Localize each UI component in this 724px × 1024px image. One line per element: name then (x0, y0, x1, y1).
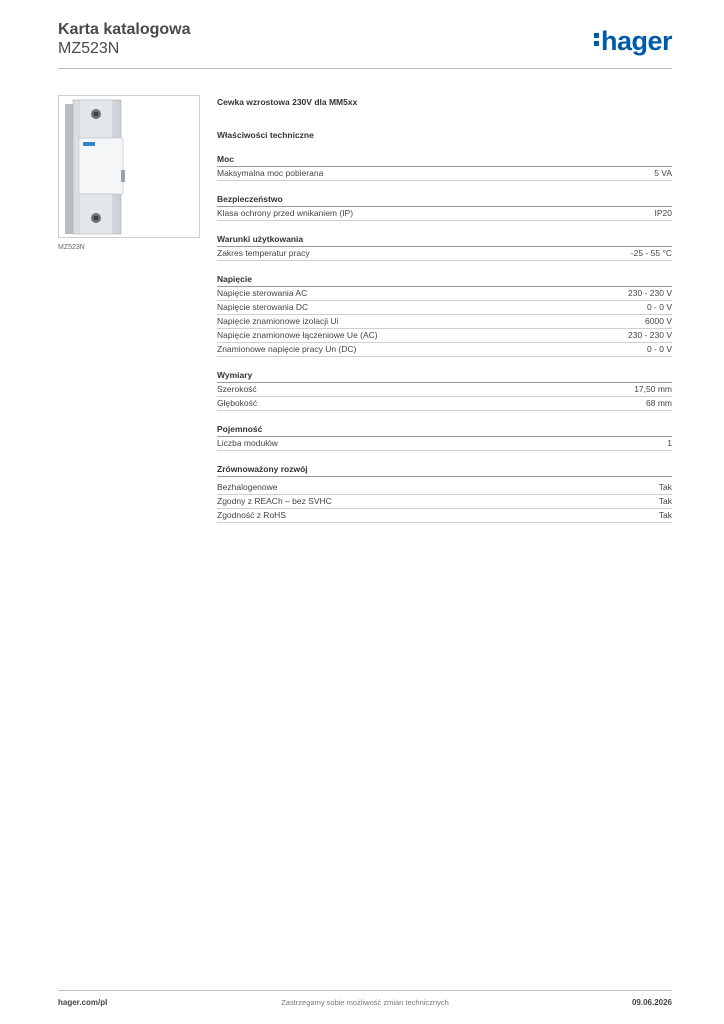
spec-group-sustainability (217, 463, 672, 523)
spec-value: 230 - 230 V (628, 330, 672, 340)
hager-logo[interactable] (594, 26, 672, 57)
spec-row (217, 397, 672, 411)
group-title: Pojemność (217, 423, 672, 437)
spec-label: Szerokość (217, 384, 257, 394)
spec-value: 0 - 0 V (646, 302, 672, 312)
group-title: Wymiary (217, 369, 672, 383)
spec-group-voltage (217, 273, 672, 357)
spec-row (217, 509, 672, 523)
logo-text: hager (600, 26, 672, 56)
spec-group-conditions (217, 233, 672, 261)
spec-value: Tak (658, 510, 672, 520)
specification-content (217, 95, 672, 523)
website-link[interactable]: hager.com/pl (58, 998, 108, 1007)
product-photo-icon (59, 96, 199, 237)
spec-value: Tak (658, 482, 672, 492)
spec-group-power (217, 153, 672, 181)
spec-label: Bezhalogenowe (217, 482, 278, 492)
spec-label: Znamionowe napięcie pracy Un (DC) (217, 344, 357, 354)
group-title: Zrównoważony rozwój (217, 463, 672, 477)
spec-row (217, 437, 672, 451)
spec-label: Zgodność z RoHS (217, 510, 286, 520)
spec-row (217, 383, 672, 397)
spec-row (217, 301, 672, 315)
footer-divider (58, 990, 672, 991)
spec-label: Zgodny z REACh – bez SVHC (217, 496, 332, 506)
spec-group-dimensions (217, 369, 672, 411)
spec-row (217, 315, 672, 329)
spec-label: Zakres temperatur pracy (217, 248, 310, 258)
spec-label: Napięcie sterowania DC (217, 302, 309, 312)
spec-label: Liczba modułów (217, 438, 278, 448)
image-caption: MZ523N (58, 244, 85, 251)
spec-value: 5 VA (654, 168, 672, 178)
spec-row (217, 287, 672, 301)
disclaimer-text: Zastrzegamy sobie możliwość zmian technicznych (281, 998, 449, 1007)
spec-value: 6000 V (645, 316, 672, 326)
spec-value: 0 - 0 V (646, 344, 672, 354)
spec-group-safety (217, 193, 672, 221)
spec-group-capacity (217, 423, 672, 451)
spec-label: Napięcie sterowania AC (217, 288, 308, 298)
header-divider (58, 68, 672, 69)
document-date: 09.06.2026 (631, 998, 672, 1007)
product-description: Cewka wzrostowa 230V dla MM5xx (217, 97, 358, 107)
page-header (58, 20, 672, 68)
spec-row (217, 247, 672, 261)
spec-value: 1 (667, 438, 672, 448)
spec-row (217, 481, 672, 495)
spec-row (217, 495, 672, 509)
spec-value: Tak (658, 496, 672, 506)
spec-value: 230 - 230 V (628, 288, 672, 298)
spec-row (217, 343, 672, 357)
group-title: Bezpieczeństwo (217, 193, 672, 207)
group-title: Napięcie (217, 273, 672, 287)
document-title: Karta katalogowa (58, 21, 191, 38)
spec-label: Klasa ochrony przed wnikaniem (IP) (217, 208, 354, 218)
spec-value: 68 mm (646, 398, 672, 408)
product-image (58, 95, 200, 238)
logo-dots-icon (594, 30, 599, 49)
section-heading: Właściwości techniczne (217, 130, 314, 140)
spec-row (217, 207, 672, 221)
spec-value: -25 - 55 °C (630, 248, 672, 258)
product-code: MZ523N (58, 40, 120, 57)
spec-label: Napięcie znamionowe izolacji Ui (217, 316, 339, 326)
spec-row (217, 167, 672, 181)
spec-label: Głębokość (217, 398, 258, 408)
group-title: Warunki użytkowania (217, 233, 672, 247)
spec-label: Napięcie znamionowe łączeniowe Ue (AC) (217, 330, 378, 340)
spec-label: Maksymalna moc pobierana (217, 168, 324, 178)
spec-value: 17,50 mm (634, 384, 672, 394)
spec-value: IP20 (654, 208, 672, 218)
spec-row (217, 329, 672, 343)
group-title: Moc (217, 153, 672, 167)
